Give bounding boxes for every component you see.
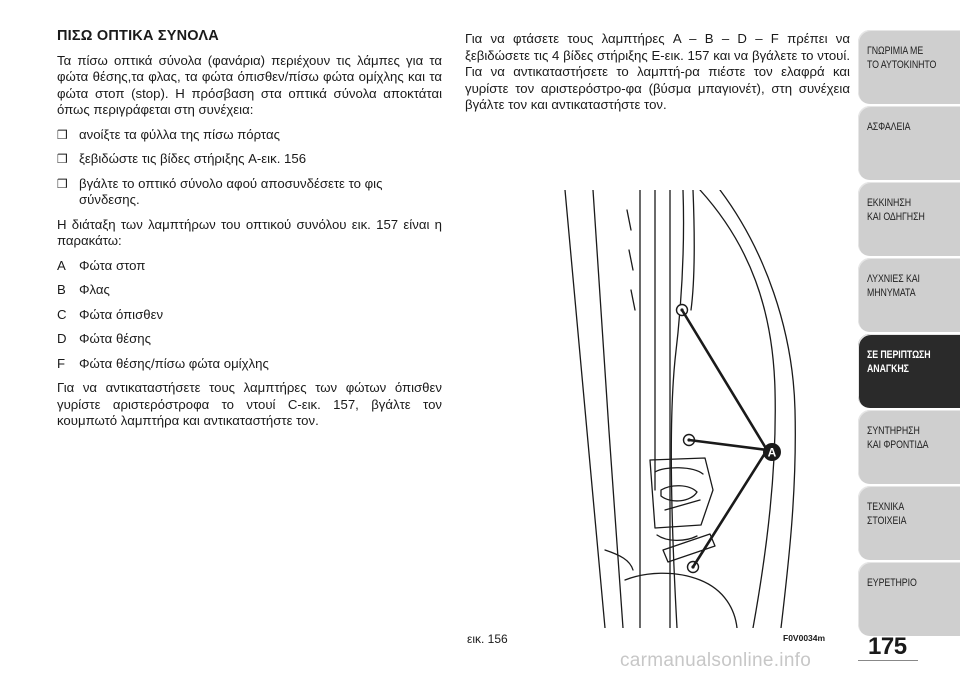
tab-label: ΚΑΙ ΟΔΗΓΗΣΗ	[867, 211, 925, 223]
chapter-tabs	[858, 30, 960, 638]
checkbox-bullet-icon: ❒	[57, 152, 68, 166]
tab-label: ΣΥΝΤΗΡΗΣΗ	[867, 425, 920, 437]
page-number-rule	[858, 660, 918, 661]
figure-illustration	[505, 190, 820, 628]
light-item	[57, 307, 442, 324]
tab-emergency[interactable]	[858, 334, 960, 408]
tab-label: ΑΝΑΓΚΗΣ	[867, 363, 909, 375]
light-label: Φώτα θέσης/πίσω φώτα ομίχλης	[79, 355, 269, 371]
step-item	[57, 176, 442, 209]
tab-label: ΛΥΧΝΙΕΣ ΚΑΙ	[867, 273, 920, 285]
section-heading: ΠΙΣΩ ΟΠΤΙΚΑ ΣΥΝΟΛΑ	[57, 28, 219, 44]
tab-label: ΕΚΚΙΝΗΣΗ	[867, 197, 911, 209]
tab-safety[interactable]	[858, 106, 960, 180]
tab-label: ΑΣΦΑΛΕΙΑ	[867, 121, 911, 133]
light-key: F	[57, 355, 66, 371]
light-key: D	[57, 331, 67, 346]
right-column	[465, 31, 850, 122]
tab-label: ΜΗΝΥΜΑΤΑ	[867, 287, 916, 299]
light-label: Φώτα όπισθεν	[79, 306, 164, 322]
light-item	[57, 331, 442, 348]
tab-label: ΤΟ ΑΥΤΟΚΙΝΗΤΟ	[867, 59, 937, 71]
step-text: βγάλτε το οπτικό σύνολο αφού αποσυνδέσετε το φις σύνδεσης.	[79, 175, 383, 207]
tab-label: ΣΤΟΙΧΕΙΑ	[867, 515, 907, 527]
light-label: Φλας	[79, 282, 110, 297]
callout-a-label: A	[767, 445, 777, 460]
tab-label: ΚΑΙ ΦΡΟΝΤΙΔΑ	[867, 439, 929, 451]
watermark: carmanualsonline.info	[620, 650, 812, 671]
step-item	[57, 127, 442, 144]
light-item	[57, 258, 442, 275]
tab-getting-to-know[interactable]	[858, 30, 960, 104]
left-column	[57, 28, 442, 438]
figure-code: F0V0034m	[783, 633, 826, 643]
tab-label: ΣΕ ΠΕΡΙΠΤΩΣΗ	[867, 349, 931, 361]
replace-paragraph: Για να αντικαταστήσετε τους λαμπτήρες των φώτων όπισθεν γυρίστε αριστερόστροφα το ντουί C-εικ. 157, βγάλτε τον κουμπωτό λαμπτήρα και αντικαταστήστε τον.	[57, 380, 442, 428]
tab-starting-driving[interactable]	[858, 182, 960, 256]
step-item	[57, 151, 442, 168]
tab-lights-messages[interactable]	[858, 258, 960, 332]
tab-index[interactable]	[858, 562, 960, 636]
tab-label: ΤΕΧΝΙΚΑ	[867, 501, 905, 513]
light-item	[57, 356, 442, 373]
layout-intro: Η διάταξη των λαμπτήρων του οπτικού συνόλου εικ. 157 είναι η παρακάτω:	[57, 216, 442, 248]
page-number: 175	[868, 633, 907, 660]
light-label: Φώτα στοπ	[79, 257, 146, 273]
light-key: C	[57, 306, 67, 322]
tab-label: ΓΝΩΡΙΜΙΑ ΜΕ	[867, 45, 924, 57]
intro-paragraph: Τα πίσω οπτικά σύνολα (φανάρια) περιέχουν τις λάμπες για τα φώτα θέσης,τα φλας, τα φώτα όπισθεν/πίσω φώτα ομίχλης και τα φώτα στοπ (stop). Η πρόσβαση στα οπτικά σύνολα αποκτάται όπως περιγράφεται στη συνέχεια:	[57, 52, 442, 117]
light-label: Φώτα θέσης	[79, 331, 151, 346]
right-paragraph: Για να φτάσετε τους λαμπτήρες A – B – D – F πρέπει να ξεβιδώσετε τις 4 βίδες στήριξης E-εικ. 157 και να βγάλετε το ντουί. Για να αντικαταστήσετε το λαμπτή-ρα πιέστε τον ελαφρά και γυρίστε τον αριστερόστρο-φα (βύσμα μπαγιονέτ), στη συνέχεια βγάλτε τον και αντικαταστήστε τον.	[465, 31, 850, 112]
tab-maintenance[interactable]	[858, 410, 960, 484]
checkbox-bullet-icon: ❒	[57, 176, 68, 191]
light-key: B	[57, 282, 66, 297]
light-key: A	[57, 257, 66, 273]
tab-technical-data[interactable]	[858, 486, 960, 560]
step-text: ανοίξτε τα φύλλα της πίσω πόρτας	[79, 126, 280, 142]
tab-label: ΕΥΡΕΤΗΡΙΟ	[867, 577, 917, 589]
light-item	[57, 282, 442, 299]
figure-caption: εικ. 156	[467, 632, 508, 646]
checkbox-bullet-icon: ❒	[57, 127, 68, 142]
step-text: ξεβιδώστε τις βίδες στήριξης A-εικ. 156	[79, 151, 307, 166]
figure-rear-light-screws	[505, 190, 820, 628]
